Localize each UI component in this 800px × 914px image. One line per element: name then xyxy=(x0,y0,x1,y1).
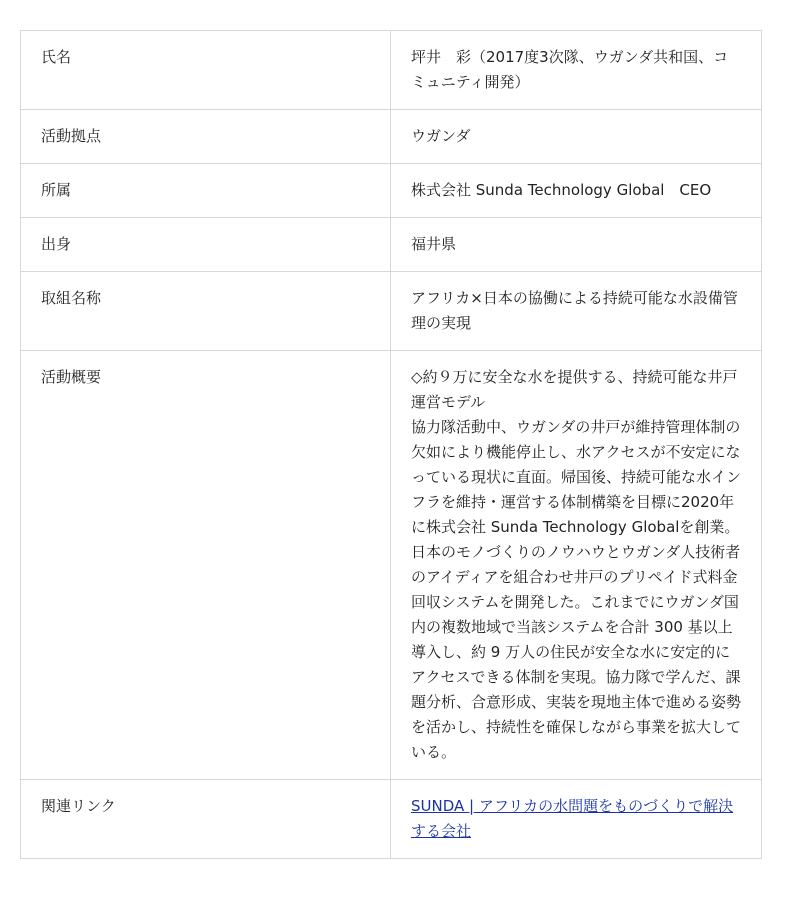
links-label: 関連リンク xyxy=(21,780,391,859)
table-row-hometown xyxy=(21,218,762,272)
name-value: 坪井 彩（2017度3次隊、ウガンダ共和国、コミュニティ開発） xyxy=(391,31,762,110)
table-row-initiative xyxy=(21,272,762,351)
related-link[interactable]: SUNDA | アフリカの水問題をものづくりで解決する会社 xyxy=(411,797,734,840)
summary-value xyxy=(391,351,762,780)
summary-label: 活動概要 xyxy=(21,351,391,780)
base-value: ウガンダ xyxy=(391,110,762,164)
initiative-label: 取組名称 xyxy=(21,272,391,351)
affiliation-value: 株式会社 Sunda Technology Global CEO xyxy=(391,164,762,218)
summary-heading: ◇約９万に安全な水を提供する、持続可能な井戸運営モデル xyxy=(411,368,738,411)
affiliation-label: 所属 xyxy=(21,164,391,218)
hometown-value: 福井県 xyxy=(391,218,762,272)
name-label: 氏名 xyxy=(21,31,391,110)
table-row-summary xyxy=(21,351,762,780)
links-value xyxy=(391,780,762,859)
hometown-label: 出身 xyxy=(21,218,391,272)
initiative-value: アフリカ×日本の協働による持続可能な水設備管理の実現 xyxy=(391,272,762,351)
table-row-affiliation xyxy=(21,164,762,218)
table-row-links xyxy=(21,780,762,859)
table-row-name xyxy=(21,31,762,110)
summary-body: 協力隊活動中、ウガンダの井戸が維持管理体制の欠如により機能停止し、水アクセスが不安定になっている現状に直面。帰国後、持続可能な水インフラを維持・運営する体制構築を目標に2020年に株式会社 Sunda Technology Globalを創業。日本のモノづくりのノウハウとウガンダ人技術者のアイディアを組合わせ井戸のプリペイド式料金回収システムを開発した。これまでにウガンダ国内の複数地域で当該システムを合計 300 基以上導入し、約 9 万人の住民が安全な水に安定的にアクセスできる体制を実現。協力隊で学んだ、課題分析、合意形成、実装を現地主体で進める姿勢を活かし、持続性を確保しながら事業を拡大している。 xyxy=(411,418,742,761)
base-label: 活動拠点 xyxy=(21,110,391,164)
table-row-base xyxy=(21,110,762,164)
profile-table xyxy=(20,30,762,859)
